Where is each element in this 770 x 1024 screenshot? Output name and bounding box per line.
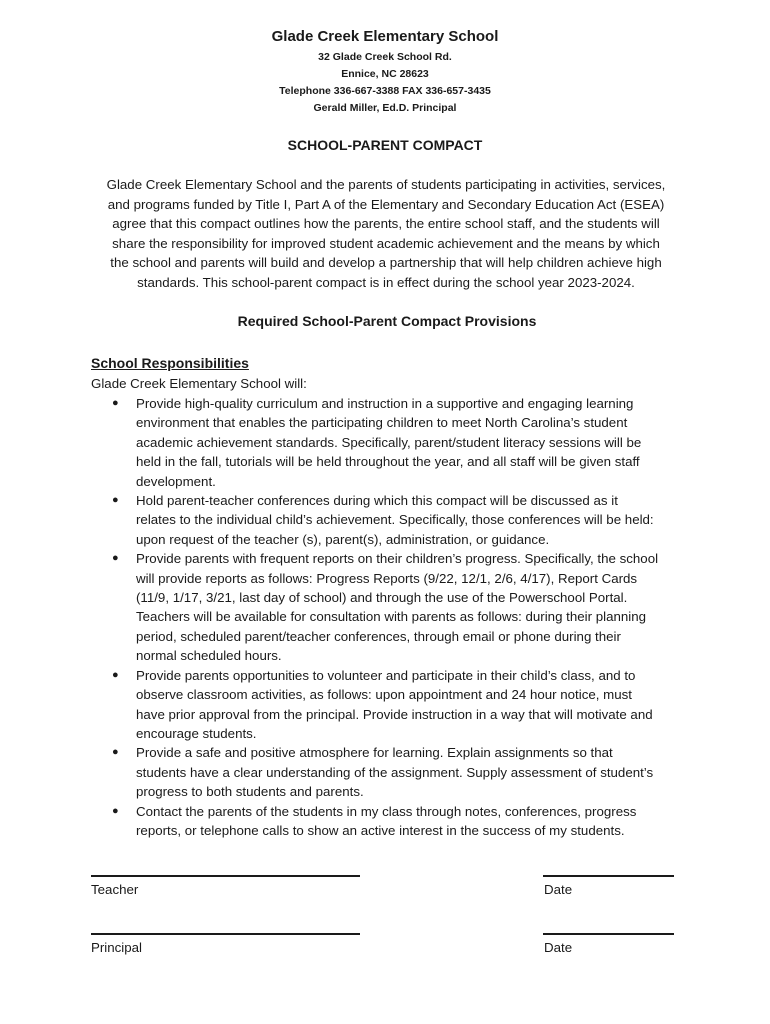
bullet-icon: ● (112, 397, 119, 409)
bullet-icon: ● (112, 746, 119, 759)
intro-line: and programs funded by Title I, Part A of the Elementary and Secondary Education Act (ESEA) (107, 196, 665, 212)
list-item-line: Teachers will be available for consultation with parents as follows: during their planning (136, 609, 646, 625)
teacher-date-line[interactable] (543, 875, 674, 877)
bullet-icon: ● (112, 494, 119, 507)
teacher-date-label: Date (544, 882, 573, 897)
school-name: Glade Creek Elementary School (271, 28, 499, 45)
teacher-signature-label: Teacher (91, 882, 139, 897)
list-item-line: environment that enables the participating children to meet North Carolina’s student (136, 415, 628, 431)
intro-line: the school and parents will build and develop a partnership that will help children achieve high (110, 255, 662, 271)
school-responsibilities-list (91, 394, 691, 840)
list-item-line: have prior approval from the principal. Provide instruction in a way that will motivate and (136, 706, 653, 722)
provisions-title: Required School-Parent Compact Provisions (237, 313, 537, 329)
school-address: 32 Glade Creek School Rd. (318, 51, 452, 63)
intro-line: Glade Creek Elementary School and the parents of students participating in activities, services, (106, 177, 666, 192)
school-phone-fax: Telephone 336-667-3388 FAX 336-657-3435 (279, 85, 491, 97)
intro-line: share the responsibility for improved student academic achievement and the means by which (112, 235, 660, 251)
list-item-line: Provide parents opportunities to volunteer and participate in their child’s class, and to (136, 667, 636, 683)
list-item-line: upon request of the teacher (s), parent(s), administration, or guidance. (136, 531, 550, 547)
list-item-line: reports, or telephone calls to show an active interest in the success of my students. (136, 822, 625, 838)
principal-date-label: Date (544, 940, 573, 955)
list-item-line: held in the fall, tutorials will be held throughout the year, and all staff will be given staff (136, 454, 640, 470)
list-item (91, 491, 691, 549)
principal-signature-line[interactable] (91, 933, 360, 935)
list-item-line: relates to the individual child’s achievement. Specifically, those conferences will be held: (136, 512, 654, 528)
list-item (91, 802, 691, 841)
bullet-icon: ● (112, 552, 119, 565)
list-item (91, 549, 691, 665)
list-item-line: observe classroom activities, as follows: upon appointment and 24 hour notice, must (136, 687, 632, 703)
principal-date-line[interactable] (543, 933, 674, 935)
intro-line: agree that this compact outlines how the parents, the entire school staff, and the students will (112, 216, 660, 232)
school-responsibilities-lead: Glade Creek Elementary School will: (91, 376, 307, 391)
principal-signature-label: Principal (91, 940, 142, 955)
list-item-line: development. (136, 473, 216, 489)
list-item-line: progress to both students and parents. (136, 784, 364, 800)
list-item (91, 666, 691, 744)
list-item-line: encourage students. (136, 725, 257, 741)
bullet-icon: ● (112, 804, 119, 817)
list-item-line: academic achievement standards. Specifically, parent/student literacy sessions will be (136, 434, 642, 450)
list-item-line: Provide high-quality curriculum and instruction in a supportive and engaging learning (136, 396, 634, 411)
document-title: SCHOOL-PARENT COMPACT (287, 137, 483, 153)
teacher-signature-line[interactable] (91, 875, 360, 877)
intro-line: standards. This school-parent compact is in effect during the school year 2023-2024. (137, 274, 635, 290)
list-item-line: students have a clear understanding of the assignment. Supply assessment of student’s (136, 764, 654, 780)
list-item-line: Provide a safe and positive atmosphere for learning. Explain assignments so that (136, 745, 613, 761)
list-item (91, 394, 691, 491)
list-item-line: normal scheduled hours. (136, 648, 282, 664)
list-item-line: Contact the parents of the students in my class through notes, conferences, progress (136, 803, 637, 819)
list-item-line: Hold parent-teacher conferences during which this compact will be discussed as it (136, 493, 618, 509)
list-item (91, 743, 691, 801)
school-responsibilities-heading: School Responsibilities (91, 355, 249, 371)
list-item-line: period, scheduled parent/teacher conferences, through email or phone during their (136, 628, 621, 644)
list-item-line: (11/9, 1/17, 3/21, last day of school) and through the use of the Powerschool Portal. (136, 590, 628, 606)
intro-paragraph (88, 175, 684, 293)
school-city: Ennice, NC 28623 (341, 68, 429, 80)
list-item-line: will provide reports as follows: Progress Reports (9/22, 12/1, 2/6, 4/17), Report Cards (136, 570, 638, 586)
school-principal: Gerald Miller, Ed.D. Principal (313, 102, 457, 114)
list-item-line: Provide parents with frequent reports on their children’s progress. Specifically, the school (136, 551, 659, 567)
letterhead (0, 27, 770, 117)
bullet-icon: ● (112, 668, 119, 681)
